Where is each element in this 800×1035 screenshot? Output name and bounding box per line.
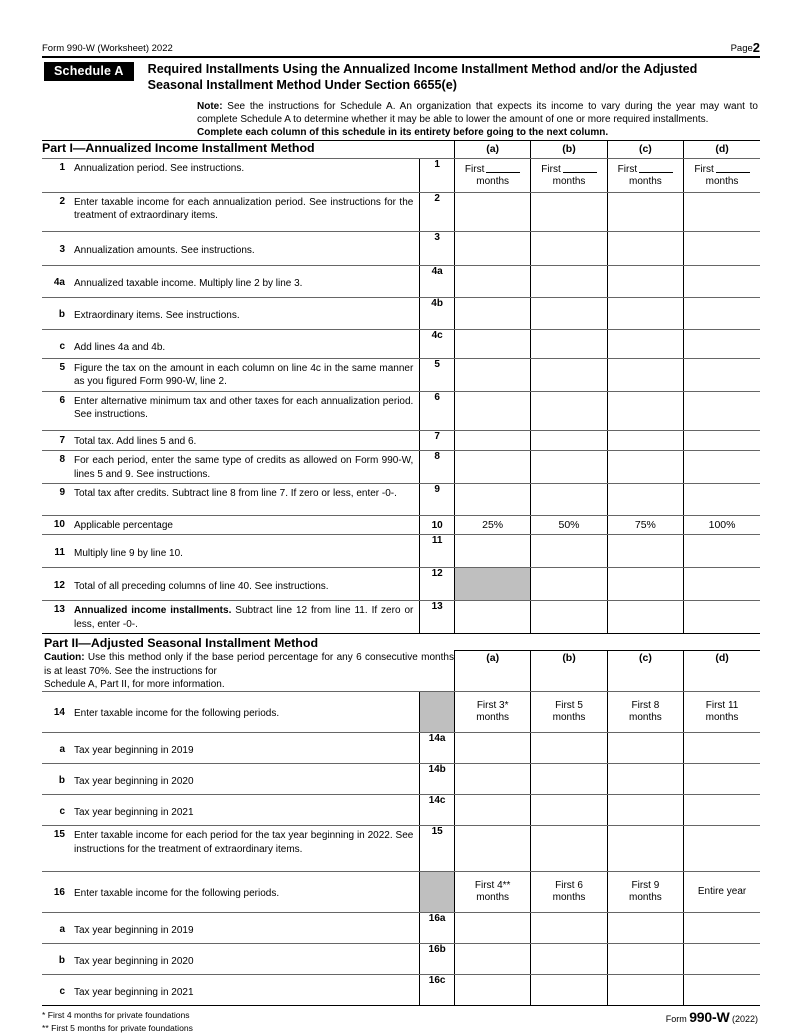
row-8-cell-c[interactable]	[607, 451, 683, 484]
row-12-cell-c[interactable]	[607, 568, 683, 601]
row-4b-number: b	[58, 308, 65, 320]
row-14b-cell-c[interactable]	[607, 764, 683, 795]
row-12-cell-d[interactable]	[684, 568, 760, 601]
row-11-cell-c[interactable]	[607, 535, 683, 568]
row-16a-text: Tax year beginning in 2019	[74, 925, 194, 937]
row-8-description	[42, 451, 420, 484]
form-word: Form	[665, 1014, 687, 1025]
row-14-cell-b-header	[531, 692, 607, 733]
row-11-cell-b[interactable]	[531, 535, 607, 568]
part1-col-d-label: (d)	[684, 140, 760, 158]
part2-table	[42, 634, 760, 1006]
row-4c-cell-d[interactable]	[684, 329, 760, 358]
row-4a-line-ref: 4a	[420, 265, 455, 297]
page-number: 2	[752, 40, 760, 55]
row-9-cell-c[interactable]	[607, 484, 683, 516]
row-7-line-ref: 7	[420, 430, 455, 450]
row-10-cell-c: 75%	[607, 516, 683, 535]
period14-a-l1: First 3*	[476, 699, 509, 711]
part2-spacer-d	[684, 634, 760, 651]
row-16b-line-ref: 16b	[420, 944, 455, 975]
part2-spacer-a	[454, 634, 530, 651]
table-row	[42, 764, 760, 795]
period-first-a: First	[464, 163, 485, 175]
row-14-cell-a-header	[454, 692, 530, 733]
table-row	[42, 484, 760, 516]
row-13-cell-a[interactable]	[454, 601, 530, 634]
row-15-description	[42, 826, 420, 872]
row-8-cell-b[interactable]	[531, 451, 607, 484]
row-14b-number: b	[58, 775, 65, 787]
row-1-cell-b[interactable]	[531, 158, 607, 192]
part1-col-b-label: (b)	[531, 140, 607, 158]
row-4a-cell-c[interactable]	[607, 265, 683, 297]
row-4b-cell-d[interactable]	[684, 297, 760, 329]
row-3-text: Annualization amounts. See instructions.	[74, 244, 255, 256]
period-first-b: First	[541, 163, 561, 175]
row-14c-number: c	[59, 806, 65, 818]
row-16a-cell-d[interactable]	[684, 913, 760, 944]
row-16b-text: Tax year beginning in 2020	[74, 956, 194, 968]
row-16-cell-d-header	[684, 872, 760, 913]
row-14c-cell-b[interactable]	[531, 795, 607, 826]
row-16-text: Enter taxable income for the following periods.	[74, 888, 280, 900]
footnote-2: ** First 5 months for private foundations	[42, 1023, 193, 1034]
row-4c-cell-c[interactable]	[607, 329, 683, 358]
note-text: See the instructions for Schedule A. An organization that expects its income to vary during the year may want to complete Schedule A to determine whether it may be able to lower the amount of one or more required installments.	[197, 101, 758, 126]
row-10-number: 10	[53, 519, 65, 531]
part2-col-d-label: (d)	[684, 651, 760, 692]
row-12-number: 12	[53, 580, 65, 592]
schedule-tag: Schedule A	[44, 62, 134, 81]
period-first-c: First	[617, 163, 638, 175]
row-16a-cell-c[interactable]	[607, 913, 683, 944]
part2-col-a-label: (a)	[454, 651, 530, 692]
row-3-number: 3	[59, 243, 65, 255]
schedule-title-line2: Seasonal Installment Method Under Section 6655(e)	[147, 77, 457, 92]
row-14c-cell-d[interactable]	[684, 795, 760, 826]
table-row	[42, 265, 760, 297]
table-row	[42, 535, 760, 568]
row-10-cell-b: 50%	[531, 516, 607, 535]
page-number-group	[731, 42, 760, 54]
row-16b-cell-a[interactable]	[454, 944, 530, 975]
row-14a-cell-d[interactable]	[684, 733, 760, 764]
table-row	[42, 872, 760, 913]
row-8-cell-d[interactable]	[684, 451, 760, 484]
row-16c-number: c	[59, 986, 65, 998]
row-14b-cell-d[interactable]	[684, 764, 760, 795]
row-5-cell-b[interactable]	[531, 358, 607, 391]
row-5-number: 5	[59, 361, 65, 373]
table-row	[42, 329, 760, 358]
row-14-text: Enter taxable income for the following periods.	[74, 708, 280, 720]
page-header	[42, 42, 760, 56]
row-15-cell-b[interactable]	[531, 826, 607, 872]
row-13-text-bold: Annualized income installments.	[74, 605, 232, 617]
row-10-cell-a: 25%	[454, 516, 530, 535]
table-row	[42, 826, 760, 872]
period-blank-c[interactable]	[639, 162, 673, 173]
row-14a-cell-a[interactable]	[454, 733, 530, 764]
table-row	[42, 391, 760, 430]
row-16-line-ref-shaded	[420, 872, 455, 913]
table-row	[42, 944, 760, 975]
row-14c-cell-c[interactable]	[607, 795, 683, 826]
table-row	[42, 568, 760, 601]
row-11-text: Multiply line 9 by line 10.	[74, 548, 183, 560]
row-14b-line-ref: 14b	[420, 764, 455, 795]
period16-b-l1: First 6	[555, 879, 583, 891]
row-10-line-ref: 10	[420, 516, 455, 535]
row-5-cell-a[interactable]	[454, 358, 530, 391]
row-8-line-ref: 8	[420, 451, 455, 484]
table-row	[42, 913, 760, 944]
row-3-cell-c[interactable]	[607, 231, 683, 265]
row-4b-cell-a[interactable]	[454, 297, 530, 329]
page-footer	[42, 1006, 760, 1035]
row-2-cell-b[interactable]	[531, 192, 607, 231]
row-3-line-ref: 3	[420, 231, 455, 265]
form-identifier: Form 990-W (Worksheet) 2022	[42, 43, 173, 54]
row-7-cell-c[interactable]	[607, 430, 683, 450]
row-4c-line-ref: 4c	[420, 329, 455, 358]
row-11-cell-a[interactable]	[454, 535, 530, 568]
row-11-cell-d[interactable]	[684, 535, 760, 568]
period-blank-d[interactable]	[716, 162, 750, 173]
row-4a-number: 4a	[53, 276, 65, 288]
row-9-description	[42, 484, 420, 516]
table-row	[42, 297, 760, 329]
period14-b-l1: First 5	[555, 699, 583, 711]
row-1-cell-d[interactable]	[684, 158, 760, 192]
caution-text: Use this method only if the base period percentage for any 6 consecutive months is at least 70%. See the instructions for	[44, 652, 454, 677]
row-16c-description	[42, 975, 420, 1006]
period14-c-l1: First 8	[631, 699, 660, 711]
period16-c-l2: months	[629, 892, 662, 904]
row-1-line-ref: 1	[420, 158, 455, 192]
row-8-cell-a[interactable]	[454, 451, 530, 484]
row-9-cell-b[interactable]	[531, 484, 607, 516]
row-11-line-ref: 11	[420, 535, 455, 568]
row-1-number: 1	[59, 161, 65, 173]
row-7-text: Total tax. Add lines 5 and 6.	[74, 435, 197, 447]
row-1-cell-c[interactable]	[607, 158, 683, 192]
row-7-cell-a[interactable]	[454, 430, 530, 450]
row-15-text: Enter taxable income for each period for the tax year beginning in 2022. See instructions for the treatment of extraordinary items.	[74, 830, 414, 855]
row-16c-cell-c[interactable]	[607, 975, 683, 1006]
row-16c-cell-b[interactable]	[531, 975, 607, 1006]
row-6-description	[42, 391, 420, 430]
part2-caution	[44, 651, 454, 691]
footnote-1: * First 4 months for private foundations	[42, 1010, 190, 1021]
row-4b-line-ref: 4b	[420, 297, 455, 329]
row-14-line-ref-shaded	[420, 692, 455, 733]
form-year: (2022)	[731, 1014, 758, 1025]
part2-spacer-c	[607, 634, 683, 651]
row-13-description	[42, 601, 420, 634]
footnotes	[42, 1009, 193, 1035]
row-16-cell-c-header	[607, 872, 683, 913]
part1-col-a-label: (a)	[454, 140, 530, 158]
row-4a-description	[42, 265, 420, 297]
period16-a-l1: First 4**	[474, 879, 511, 891]
row-7-cell-d[interactable]	[684, 430, 760, 450]
row-14c-text: Tax year beginning in 2021	[74, 807, 194, 819]
row-5-cell-d[interactable]	[684, 358, 760, 391]
row-14-cell-d-header	[684, 692, 760, 733]
period14-b-l2: months	[552, 712, 586, 724]
row-6-cell-b[interactable]	[531, 391, 607, 430]
row-13-line-ref: 13	[420, 601, 455, 634]
period-months-c: months	[628, 176, 662, 188]
period16-c-l1: First 9	[631, 879, 660, 891]
row-4b-cell-b[interactable]	[531, 297, 607, 329]
caution-line2: Schedule A, Part II, for more information.	[44, 679, 225, 691]
row-16b-cell-c[interactable]	[607, 944, 683, 975]
period16-b-l2: months	[552, 892, 586, 904]
row-5-text: Figure the tax on the amount in each column on line 4c in the same manner as you figured Form 990-W, line 2.	[74, 362, 414, 388]
row-16c-cell-d[interactable]	[684, 975, 760, 1006]
row-5-line-ref: 5	[420, 358, 455, 391]
row-16c-line-ref: 16c	[420, 975, 455, 1006]
page-label: Page	[730, 43, 753, 54]
row-14a-text: Tax year beginning in 2019	[74, 745, 194, 757]
row-4b-text: Extraordinary items. See instructions.	[74, 309, 240, 321]
row-6-text: Enter alternative minimum tax and other taxes for each annualization period. See instructions.	[74, 395, 414, 421]
table-row	[42, 231, 760, 265]
table-row	[42, 692, 760, 733]
row-2-line-ref: 2	[420, 192, 455, 231]
part1-heading: Part I—Annualized Income Installment Method	[42, 140, 454, 158]
row-14a-description	[42, 733, 420, 764]
form-name: 990-W	[689, 1009, 730, 1026]
row-4b-description	[42, 297, 420, 329]
period-months-a: months	[476, 176, 510, 188]
row-16c-text: Tax year beginning in 2021	[74, 987, 194, 999]
row-14a-number: a	[59, 744, 65, 756]
row-4a-cell-a[interactable]	[454, 265, 530, 297]
row-14-number: 14	[53, 707, 65, 719]
row-6-cell-c[interactable]	[607, 391, 683, 430]
row-16-description	[42, 872, 420, 913]
row-13-cell-d[interactable]	[684, 601, 760, 634]
row-4a-cell-b[interactable]	[531, 265, 607, 297]
row-12-line-ref: 12	[420, 568, 455, 601]
row-14a-cell-c[interactable]	[607, 733, 683, 764]
form-identifier-footer	[666, 1009, 760, 1025]
row-2-cell-a[interactable]	[454, 192, 530, 231]
period-blank-a[interactable]	[486, 162, 520, 173]
row-13-number: 13	[53, 604, 65, 616]
row-16b-description	[42, 944, 420, 975]
table-row	[42, 451, 760, 484]
schedule-note	[197, 100, 758, 140]
row-7-cell-b[interactable]	[531, 430, 607, 450]
part2-heading-row	[42, 634, 760, 651]
table-row	[42, 430, 760, 450]
row-9-cell-a[interactable]	[454, 484, 530, 516]
row-16c-cell-a[interactable]	[454, 975, 530, 1006]
row-16b-cell-b[interactable]	[531, 944, 607, 975]
row-14c-cell-a[interactable]	[454, 795, 530, 826]
row-4a-text: Annualized taxable income. Multiply line 2 by line 3.	[74, 277, 303, 289]
part2-col-b-label: (b)	[531, 651, 607, 692]
row-16b-cell-d[interactable]	[684, 944, 760, 975]
row-6-number: 6	[59, 394, 65, 406]
part2-col-c-label: (c)	[607, 651, 683, 692]
row-12-text: Total of all preceding columns of line 40. See instructions.	[74, 581, 329, 593]
row-16a-description	[42, 913, 420, 944]
schedule-title-block	[42, 58, 760, 93]
row-2-cell-d[interactable]	[684, 192, 760, 231]
row-10-text: Applicable percentage	[74, 520, 173, 532]
table-row	[42, 516, 760, 535]
period14-d-l1: First 11	[705, 699, 739, 711]
row-11-description	[42, 535, 420, 568]
row-12-cell-a-shaded	[454, 568, 530, 601]
row-1-cell-a[interactable]	[454, 158, 530, 192]
row-7-number: 7	[59, 434, 65, 446]
row-4c-number: c	[59, 340, 65, 352]
table-row	[42, 733, 760, 764]
period-blank-b[interactable]	[563, 162, 597, 173]
row-2-description	[42, 192, 420, 231]
row-3-cell-a[interactable]	[454, 231, 530, 265]
row-12-cell-b[interactable]	[531, 568, 607, 601]
row-16-number: 16	[53, 887, 65, 899]
row-15-line-ref: 15	[420, 826, 455, 872]
row-3-cell-d[interactable]	[684, 231, 760, 265]
row-4b-cell-c[interactable]	[607, 297, 683, 329]
period16-d-l1: Entire year	[697, 886, 747, 898]
table-row	[42, 158, 760, 192]
row-7-description	[42, 430, 420, 450]
note-label: Note:	[197, 101, 223, 112]
row-3-description	[42, 231, 420, 265]
row-16-cell-a-header	[454, 872, 530, 913]
period14-d-l2: months	[705, 712, 739, 724]
row-8-number: 8	[59, 454, 65, 466]
row-16a-number: a	[59, 924, 65, 936]
row-14-cell-c-header	[607, 692, 683, 733]
row-1-text: Annualization period. See instructions.	[74, 162, 245, 174]
row-6-cell-a[interactable]	[454, 391, 530, 430]
row-15-cell-c[interactable]	[607, 826, 683, 872]
period16-a-l2: months	[476, 892, 510, 904]
row-16b-number: b	[58, 955, 65, 967]
row-9-cell-d[interactable]	[684, 484, 760, 516]
row-15-cell-d[interactable]	[684, 826, 760, 872]
row-4c-description	[42, 329, 420, 358]
row-15-cell-a[interactable]	[454, 826, 530, 872]
table-row	[42, 192, 760, 231]
row-14b-cell-b[interactable]	[531, 764, 607, 795]
table-row	[42, 601, 760, 634]
row-8-text: For each period, enter the same type of credits as allowed on Form 990-W, lines 5 and 9. See instructions.	[74, 455, 414, 480]
row-2-text: Enter taxable income for each annualization period. See instructions for the treatment of extraordinary items.	[74, 196, 414, 222]
row-16a-cell-b[interactable]	[531, 913, 607, 944]
caution-label: Caution:	[44, 652, 85, 664]
row-10-description	[42, 516, 420, 535]
part1-heading-row	[42, 140, 760, 158]
row-15-number: 15	[53, 829, 65, 841]
part1-table	[42, 140, 760, 635]
row-14c-line-ref: 14c	[420, 795, 455, 826]
table-row	[42, 795, 760, 826]
row-4c-text: Add lines 4a and 4b.	[74, 341, 166, 353]
row-14-description	[42, 692, 420, 733]
table-row	[42, 358, 760, 391]
row-13-cell-b[interactable]	[531, 601, 607, 634]
row-2-cell-c[interactable]	[607, 192, 683, 231]
row-4a-cell-d[interactable]	[684, 265, 760, 297]
row-14b-text: Tax year beginning in 2020	[74, 776, 194, 788]
row-14a-line-ref: 14a	[420, 733, 455, 764]
period14-a-l2: months	[476, 712, 510, 724]
period14-c-l2: months	[629, 712, 662, 724]
row-4c-cell-a[interactable]	[454, 329, 530, 358]
row-14b-description	[42, 764, 420, 795]
row-5-description	[42, 358, 420, 391]
part2-heading: Part II—Adjusted Seasonal Installment Method	[44, 636, 319, 651]
schedule-title	[148, 62, 760, 93]
part2-spacer-b	[531, 634, 607, 651]
period-first-d: First	[694, 163, 714, 175]
part1-col-c-label: (c)	[607, 140, 683, 158]
row-2-number: 2	[59, 195, 65, 207]
row-14b-cell-a[interactable]	[454, 764, 530, 795]
note-bold-line: Complete each column of this schedule in its entirety before going to the next column.	[197, 127, 609, 139]
row-9-number: 9	[59, 487, 65, 499]
schedule-title-line1: Required Installments Using the Annualized Income Installment Method and/or the Adjusted	[147, 62, 698, 76]
period-months-d: months	[705, 176, 739, 188]
row-14c-description	[42, 795, 420, 826]
row-6-line-ref: 6	[420, 391, 455, 430]
period-months-b: months	[552, 176, 586, 188]
row-11-number: 11	[54, 547, 65, 559]
row-10-cell-d: 100%	[684, 516, 760, 535]
row-6-cell-d[interactable]	[684, 391, 760, 430]
row-4c-cell-b[interactable]	[531, 329, 607, 358]
row-1-description	[42, 158, 420, 192]
row-5-cell-c[interactable]	[607, 358, 683, 391]
table-row	[42, 975, 760, 1006]
row-9-text: Total tax after credits. Subtract line 8 from line 7. If zero or less, enter -0-.	[74, 488, 397, 500]
row-16a-line-ref: 16a	[420, 913, 455, 944]
row-16a-cell-a[interactable]	[454, 913, 530, 944]
row-9-line-ref: 9	[420, 484, 455, 516]
row-3-cell-b[interactable]	[531, 231, 607, 265]
part2-heading-block	[42, 634, 454, 692]
row-14a-cell-b[interactable]	[531, 733, 607, 764]
row-12-description	[42, 568, 420, 601]
row-16-cell-b-header	[531, 872, 607, 913]
row-13-text: Subtract line 12 from line 11. If zero or less, enter -0-.	[74, 605, 414, 630]
row-13-cell-c[interactable]	[607, 601, 683, 634]
